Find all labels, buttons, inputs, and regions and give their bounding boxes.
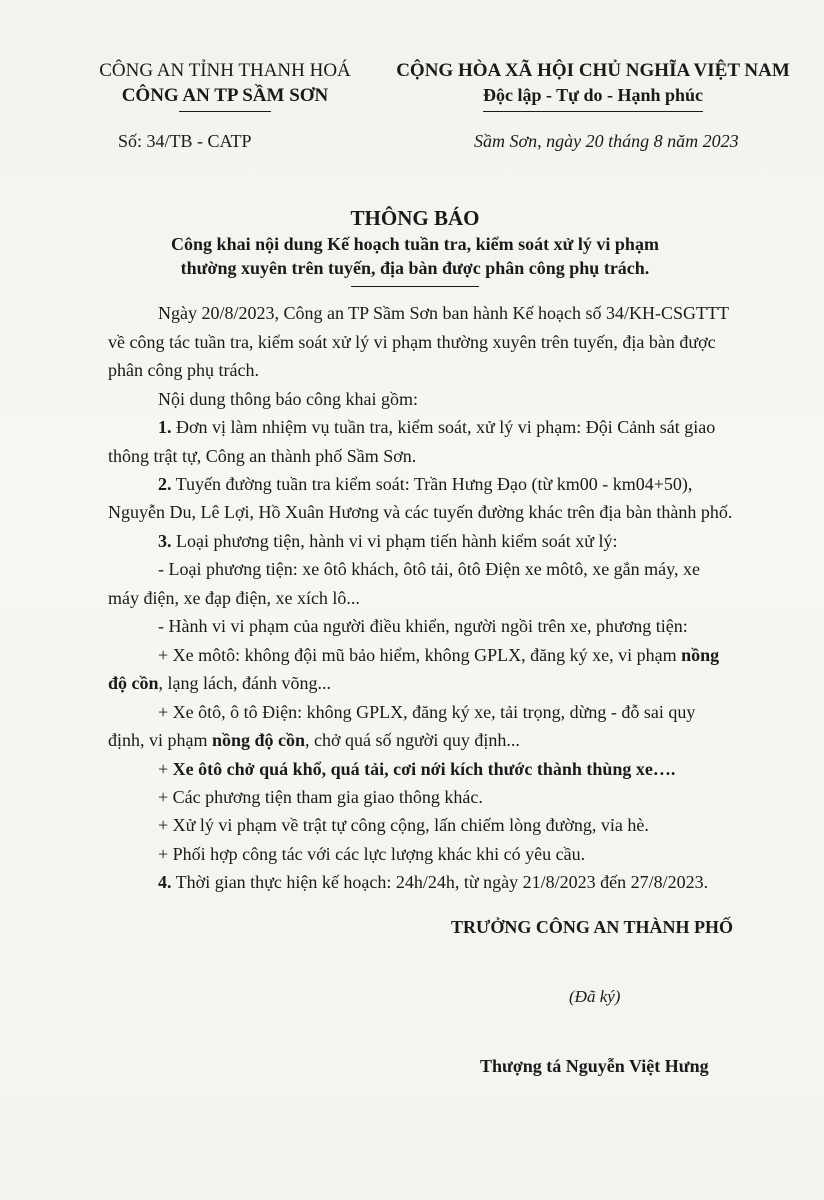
list-item-2 bbox=[158, 472, 692, 496]
body-line: Nguyễn Du, Lê Lợi, Hồ Xuân Hương và các tuyến đường khác trên địa bàn thành phố. bbox=[108, 502, 733, 522]
body-line: - Hành vi vi phạm của người điều khiển, người ngồi trên xe, phương tiện: bbox=[158, 616, 688, 636]
body-line: về công tác tuần tra, kiểm soát xử lý vi phạm thường xuyên trên tuyến, địa bàn được bbox=[108, 332, 716, 352]
item-text: Đơn vị làm nhiệm vụ tuần tra, kiểm soát, xử lý vi phạm: Đội Cảnh sát giao bbox=[171, 417, 716, 437]
issuing-agency bbox=[70, 58, 380, 112]
text-span: định, vi phạm bbox=[108, 730, 212, 750]
body-line: thông trật tự, Công an thành phố Sầm Sơn. bbox=[108, 446, 417, 466]
agency-name: CÔNG AN TP SẦM SƠN bbox=[121, 85, 329, 106]
body-line: + Xe ôtô, ô tô Điện: không GPLX, đăng ký xe, tải trọng, dừng - đỗ sai quy bbox=[158, 702, 696, 722]
body-line: + Các phương tiện tham gia giao thông khác. bbox=[158, 787, 483, 807]
body-line: Nội dung thông báo công khai gồm: bbox=[158, 389, 418, 409]
title-underline bbox=[351, 286, 479, 287]
text-span: + Xe môtô: không đội mũ bảo hiểm, không GPLX, đăng ký xe, vi phạm bbox=[158, 645, 682, 665]
signer-name: Thượng tá Nguyễn Việt Hưng bbox=[480, 1056, 709, 1076]
body-line bbox=[158, 643, 719, 667]
list-item-4 bbox=[158, 870, 708, 894]
item-number: 3. bbox=[158, 531, 172, 551]
title-sub-line1: Công khai nội dung Kế hoạch tuần tra, kiểm soát xử lý vi phạm bbox=[171, 234, 659, 254]
emphasis-span: nồng bbox=[681, 645, 720, 665]
document-number: Số: 34/TB - CATP bbox=[118, 131, 252, 151]
place-date: Sầm Sơn, ngày 20 tháng 8 năm 2023 bbox=[474, 131, 739, 151]
body-line bbox=[158, 757, 675, 781]
agency-underline bbox=[179, 111, 271, 112]
nation-name: CỘNG HÒA XÃ HỘI CHỦ NGHĨA VIỆT NAM bbox=[396, 60, 790, 81]
text-span: , chở quá số người quy định... bbox=[305, 730, 520, 750]
title-sub-line2: thường xuyên trên tuyến, địa bàn được phân công phụ trách. bbox=[180, 258, 650, 278]
body-line: Ngày 20/8/2023, Công an TP Sầm Sơn ban hành Kế hoạch số 34/KH-CSGTTT bbox=[158, 303, 729, 323]
title-main: THÔNG BÁO bbox=[350, 206, 480, 230]
list-item-3 bbox=[158, 529, 617, 553]
body-line: + Xử lý vi phạm về trật tự công cộng, lấn chiếm lòng đường, vỉa hè. bbox=[158, 815, 649, 835]
signer-title: TRƯỞNG CÔNG AN THÀNH PHỐ bbox=[451, 917, 734, 937]
item-text: Tuyến đường tuần tra kiểm soát: Trần Hưng Đạo (từ km00 - km04+50), bbox=[171, 474, 693, 494]
national-header bbox=[388, 58, 798, 112]
national-motto: Độc lập - Tự do - Hạnh phúc bbox=[482, 85, 704, 105]
body-line: máy điện, xe đạp điện, xe xích lô... bbox=[108, 588, 360, 608]
body-line: - Loại phương tiện: xe ôtô khách, ôtô tải, ôtô Điện xe môtô, xe gắn máy, xe bbox=[158, 559, 700, 579]
agency-parent: CÔNG AN TỈNH THANH HOÁ bbox=[99, 60, 351, 81]
emphasis-span: độ cồn bbox=[108, 673, 159, 693]
text-span: , lạng lách, đánh võng... bbox=[158, 673, 331, 693]
item-text: Loại phương tiện, hành vi vi phạm tiến hành kiểm soát xử lý: bbox=[171, 531, 618, 551]
body-line bbox=[108, 671, 331, 695]
item-text: Thời gian thực hiện kế hoạch: 24h/24h, từ ngày 21/8/2023 đến 27/8/2023. bbox=[171, 872, 709, 892]
item-number: 2. bbox=[158, 474, 172, 494]
motto-underline bbox=[483, 111, 703, 112]
body-line: phân công phụ trách. bbox=[108, 360, 259, 380]
item-number: 4. bbox=[158, 872, 172, 892]
document-title bbox=[120, 204, 710, 287]
emphasis-span: Xe ôtô chở quá khổ, quá tải, cơi nới kích thước thành thùng xe…. bbox=[172, 759, 676, 779]
signed-note: (Đã ký) bbox=[569, 987, 621, 1006]
list-item-1 bbox=[158, 415, 715, 439]
emphasis-span: nồng độ cồn bbox=[212, 730, 306, 750]
body-line bbox=[108, 728, 520, 752]
body-line: + Phối hợp công tác với các lực lượng khác khi có yêu cầu. bbox=[158, 844, 586, 864]
item-number: 1. bbox=[158, 417, 172, 437]
text-span: + bbox=[158, 759, 173, 779]
